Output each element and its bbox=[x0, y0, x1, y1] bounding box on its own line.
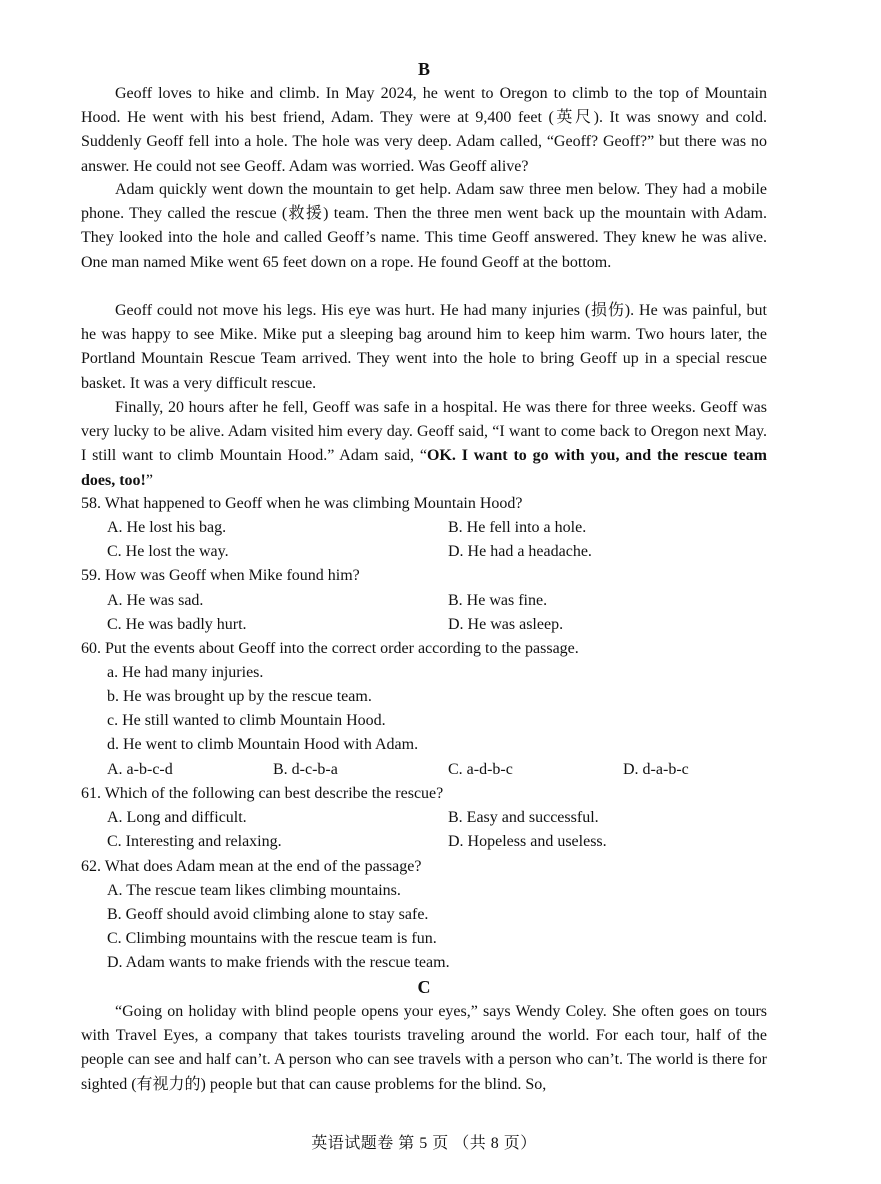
passage-b-paragraph-4 bbox=[81, 396, 767, 493]
question-61-stem: 61. Which of the following can best describe the rescue? bbox=[81, 785, 444, 802]
paragraph-4-text: Finally, 20 hours after he fell, Geoff was safe in a hospital. He was there for three weeks. Geoff was very lucky to be alive. Adam visited him every day. Geoff said, “I want to come back to Oregon next May. I still want to climb Mountain Hood.” Adam said, “ bbox=[81, 399, 767, 465]
q60-option-a: A. a-b-c-d bbox=[107, 761, 173, 778]
q59-option-d: D. He was asleep. bbox=[448, 616, 564, 633]
passage-b-paragraph-1: Geoff loves to hike and climb. In May 2024, he went to Oregon to climb to the top of Mountain Hood. He went with his best friend, Adam. They were at 9,400 feet (英尺). It was snowy and cold. Suddenly Geoff fell into a hole. The hole was very deep. Adam called, “Geoff? Geoff?” but there was no answer. He could not see Geoff. Adam was worried. Was Geoff alive? bbox=[81, 85, 767, 175]
section-c-heading: C bbox=[417, 977, 431, 997]
question-62-stem: 62. What does Adam mean at the end of the passage? bbox=[81, 858, 422, 875]
q59-option-c: C. He was badly hurt. bbox=[107, 616, 247, 633]
q60-event-d: d. He went to climb Mountain Hood with Adam. bbox=[107, 736, 419, 753]
passage-c-paragraph-1: “Going on holiday with blind people opens your eyes,” says Wendy Coley. She often goes on tours with Travel Eyes, a company that takes tourists traveling around the world. For each tour, half of the people can see and half can’t. A person who can see travels with a person who can’t. The world is there for sighted (有视力的) people but that can cause problems for the blind. So, bbox=[81, 1003, 767, 1093]
q60-event-c: c. He still wanted to climb Mountain Hood. bbox=[107, 712, 386, 729]
q61-option-d: D. Hopeless and useless. bbox=[448, 833, 607, 850]
q62-option-c: C. Climbing mountains with the rescue team is fun. bbox=[107, 930, 437, 947]
q59-option-b: B. He was fine. bbox=[448, 592, 548, 609]
q62-option-b: B. Geoff should avoid climbing alone to stay safe. bbox=[107, 906, 429, 923]
q59-option-a: A. He was sad. bbox=[107, 592, 204, 609]
q62-option-a: A. The rescue team likes climbing mountains. bbox=[107, 882, 401, 899]
q61-option-c: C. Interesting and relaxing. bbox=[107, 833, 282, 850]
question-58-stem: 58. What happened to Geoff when he was climbing Mountain Hood? bbox=[81, 495, 523, 512]
q60-option-d: D. d-a-b-c bbox=[623, 761, 689, 778]
q58-option-c: C. He lost the way. bbox=[107, 543, 229, 560]
q62-option-d: D. Adam wants to make friends with the rescue team. bbox=[107, 954, 450, 971]
page-footer: 英语试题卷 第 5 页 （共 8 页） bbox=[311, 1135, 537, 1152]
q60-option-c: C. a-d-b-c bbox=[448, 761, 513, 778]
q60-event-b: b. He was brought up by the rescue team. bbox=[107, 688, 372, 705]
q58-option-d: D. He had a headache. bbox=[448, 543, 592, 560]
adam-quote-bold: OK. I want to go with you, and the rescue team does, too! bbox=[81, 447, 767, 489]
passage-b-paragraph-3: Geoff could not move his legs. His eye was hurt. He had many injuries (损伤). He was painful, but he was happy to see Mike. Mike put a sleeping bag around him to keep him warm. Two hours later, the Portland Mountain Rescue Team arrived. They went into the hole to bring Geoff up in a special rescue basket. It was a very difficult rescue. bbox=[81, 302, 767, 392]
q60-option-b: B. d-c-b-a bbox=[273, 761, 338, 778]
q61-option-b: B. Easy and successful. bbox=[448, 809, 599, 826]
section-b-heading: B bbox=[417, 59, 430, 79]
question-60-stem: 60. Put the events about Geoff into the correct order according to the passage. bbox=[81, 640, 579, 657]
passage-b-paragraph-2: Adam quickly went down the mountain to get help. Adam saw three men below. They had a mobile phone. They called the rescue (救援) team. Then the three men went back up the mountain with Adam. They looked into the hole and called Geoff’s name. This time Geoff answered. They knew he was alive. One man named Mike went 65 feet down on a rope. He found Geoff at the bottom. bbox=[81, 181, 767, 271]
q61-option-a: A. Long and difficult. bbox=[107, 809, 247, 826]
closing-quote: ” bbox=[145, 471, 153, 489]
q60-event-a: a. He had many injuries. bbox=[107, 664, 264, 681]
question-59-stem: 59. How was Geoff when Mike found him? bbox=[81, 567, 360, 584]
q58-option-a: A. He lost his bag. bbox=[107, 519, 227, 536]
q58-option-b: B. He fell into a hole. bbox=[448, 519, 587, 536]
